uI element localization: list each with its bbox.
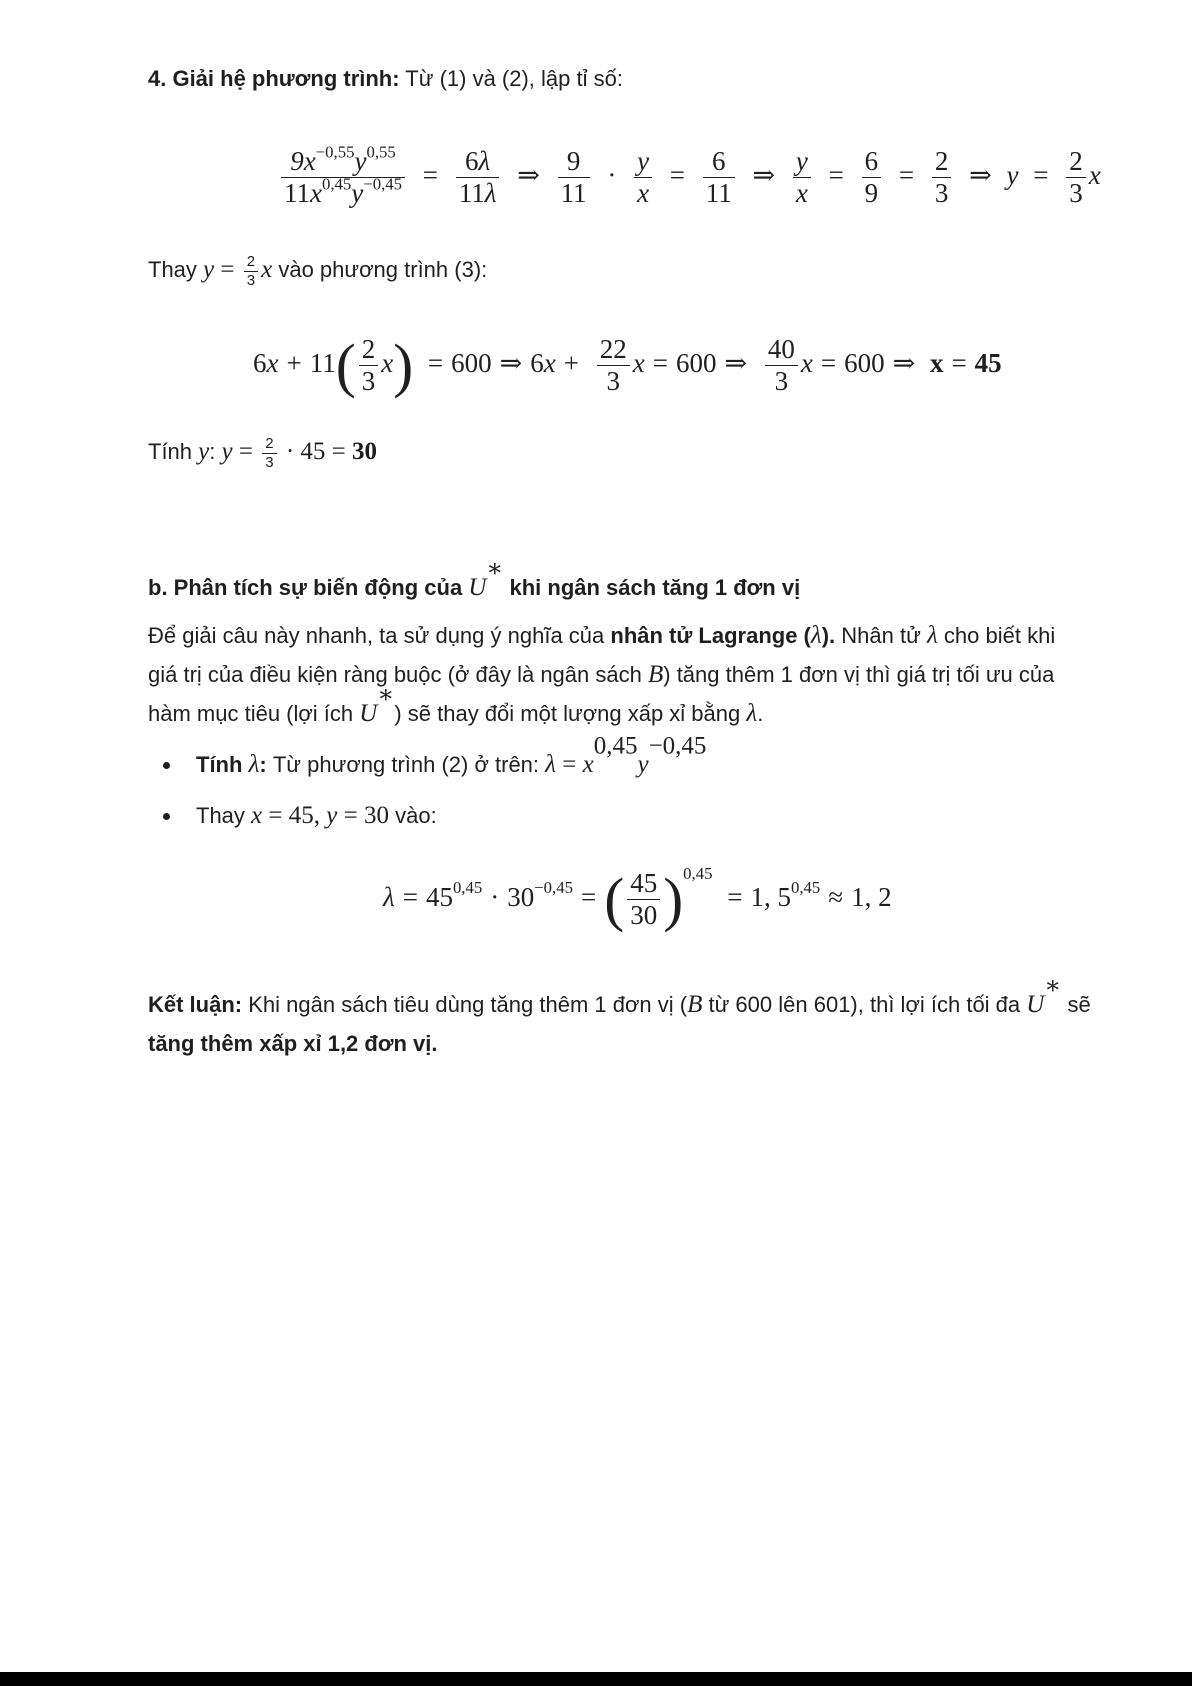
section-b-title-after: khi ngân sách tăng 1 đơn vị <box>509 575 801 600</box>
conclusion-label: Kết luận: <box>148 992 243 1017</box>
ratio-equation: $\frac{9x^{-0,55}y^{0,55}}{11x^{0,45}y^{-0,45}}$ = $\frac{6\lambda}{11\lambda}$ ⇒ $\frac{9}{11}$ · $\frac{y}{x}$ = $\frac{6}{11}$ ⇒ $\frac{y}{x}$ = $\frac{6}{9}$ = $\frac{2}{3}$ ⇒ y = $\frac{2}{3}$ x <box>278 146 1101 209</box>
conclusion-text1: Khi ngân sách tiêu dùng tăng thêm 1 đơn vị ( <box>248 992 688 1017</box>
compute-y-label: Tính <box>148 439 193 464</box>
substitute-line: Thay y = $\frac{2}{3}$ x vào phương trình (3): <box>148 253 488 289</box>
compute-y-line: Tính y: y = $\frac{2}{3}$ · 45 = 30 <box>148 435 377 471</box>
para1-bold: nhân tử Lagrange ( <box>610 623 811 648</box>
budget-equation: 6x + 11( $\frac{2}{3}$ x) = 600 ⇒ 6x + $\frac{22}{3}$ x = 600 ⇒ $\frac{40}{3}$ x = 600 ⇒ x = 45 <box>253 332 1002 399</box>
substitute-before: Thay <box>148 257 197 282</box>
para1-part3: cho biết khi <box>943 623 1056 648</box>
bullet-substitute: Thay x = 45, y = 30 vào: <box>196 802 437 829</box>
section-b-title: b. Phân tích sự biến động của U∗ khi ngân sách tăng 1 đơn vị <box>148 555 801 601</box>
lambda-equation: $\lambda = 45^{0,45} \cdot 30^{-0,45}$ = ( $\frac{45}{30}$ )$^{0,45}$ = 1, $5^{0,45} \approx 1$, 2 <box>383 863 892 933</box>
step4-heading: 4. Giải hệ phương trình: <box>148 66 400 91</box>
ratio-fraction: $\frac{9x^{-0,55}y^{0,55}}{11x^{0,45}y^{-0,45}}$ <box>281 146 405 209</box>
conclusion-text2: từ 600 lên 601), thì lợi ích tối đa <box>708 992 1021 1017</box>
bullet-dot <box>163 813 170 820</box>
para2-part2: ) tăng thêm 1 đơn vị thì giá trị tối ưu của <box>663 662 1055 687</box>
conclusion-line-1: Kết luận: Khi ngân sách tiêu dùng tăng thêm 1 đơn vị (B từ 600 lên 601), thì lợi ích tối đa U∗ sẽ <box>148 972 1091 1018</box>
bullet2-after: vào: <box>395 803 437 828</box>
bullet1-text: Từ phương trình (2) ở trên: <box>272 752 540 777</box>
para1-part2: Nhân tử <box>841 623 921 648</box>
para-line-3: hàm mục tiêu (lợi ích U∗) sẽ thay đổi một lượng xấp xỉ bằng λ. <box>148 681 764 727</box>
para-line-2: giá trị của điều kiện ràng buộc (ở đây là ngân sách B) tăng thêm 1 đơn vị thì giá trị tối ưu của <box>148 661 1055 688</box>
para3-part2: ) sẽ thay đổi một lượng xấp xỉ bằng <box>394 701 741 726</box>
para2-part1: giá trị của điều kiện ràng buộc (ở đây là ngân sách <box>148 662 642 687</box>
bullet1-bold: Tính <box>196 752 243 777</box>
bullet2-before: Thay <box>196 803 245 828</box>
lambda-approx: 1, 2 <box>851 881 892 912</box>
para3-part1: hàm mục tiêu (lợi ích <box>148 701 354 726</box>
lambda-fraction: $\frac{6\lambda}{11\lambda}$ <box>456 146 500 209</box>
bullet-lambda: Tính λ: Từ phương trình (2) ở trên: $\lambda = x^{0,45}y^{-0,45}$ <box>196 732 707 778</box>
section-b-title-before: b. Phân tích sự biến động của <box>148 575 463 600</box>
bottom-bar <box>0 1672 1192 1686</box>
conclusion-line-2: tăng thêm xấp xỉ 1,2 đơn vị. <box>148 1031 438 1056</box>
para1-bold-end: ). <box>821 623 836 648</box>
para1-part1: Để giải câu này nhanh, ta sử dụng ý nghĩa của <box>148 623 605 648</box>
bullet-dot <box>163 762 170 769</box>
step4-heading-line <box>148 59 623 99</box>
step4-intro: Từ (1) và (2), lập tỉ số: <box>405 66 623 91</box>
conclusion-text3: sẽ <box>1067 992 1091 1017</box>
substitute-after: vào phương trình (3): <box>278 257 488 282</box>
result-y: 30 <box>352 438 377 465</box>
para-line-1: Để giải câu này nhanh, ta sử dụng ý nghĩa của nhân tử Lagrange (λ). Nhân tử λ cho biết khi <box>148 622 1056 649</box>
result-x: 45 <box>974 347 1002 378</box>
